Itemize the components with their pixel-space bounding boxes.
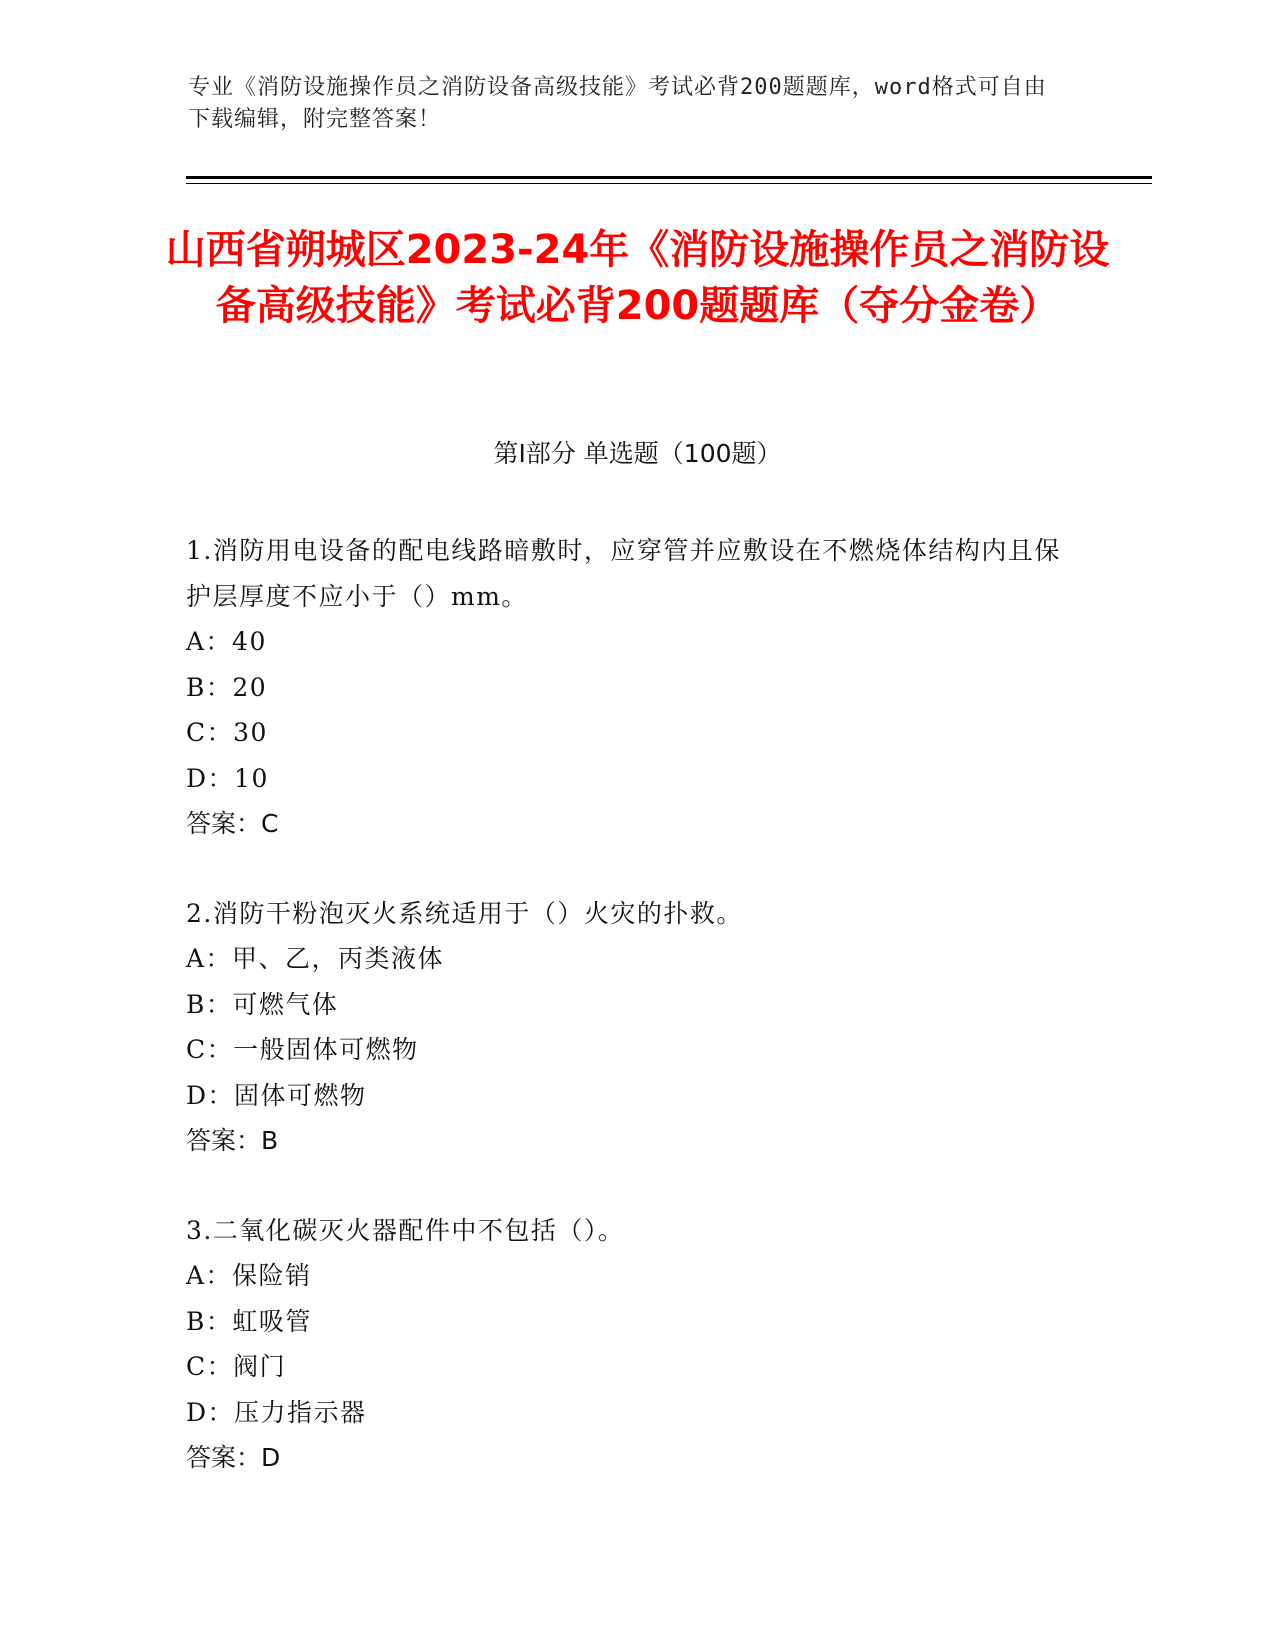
- question-stem: 1.消防用电设备的配电线路暗敷时，应穿管并应敷设在不燃烧体结构内且保护层厚度不应小于（）mm。: [186, 536, 1061, 611]
- answer: 答案：D: [186, 1443, 281, 1472]
- header-note: 专业《消防设施操作员之消防设备高级技能》考试必背200题题库，word格式可自由下载编辑，附完整答案！: [188, 75, 1047, 132]
- option-c: C：一般固体可燃物: [186, 1035, 419, 1064]
- question-3: [186, 1208, 1066, 1481]
- question-stem: 3.二氧化碳灭火器配件中不包括（）。: [186, 1215, 625, 1245]
- answer: 答案：C: [186, 809, 279, 838]
- option-d: D：固体可燃物: [186, 1080, 367, 1110]
- header-divider-thin: [186, 183, 1152, 184]
- option-c: C：30: [186, 718, 268, 747]
- option-b: B：可燃气体: [186, 989, 339, 1019]
- option-a: A：保险销: [186, 1261, 312, 1290]
- option-c: C：阀门: [186, 1352, 287, 1381]
- question-list: [186, 528, 1066, 1525]
- header-divider-thick: [186, 176, 1152, 179]
- option-a: A：40: [186, 627, 267, 656]
- question-2: [186, 891, 1066, 1164]
- answer: 答案：B: [186, 1126, 279, 1155]
- question-stem: 2.消防干粉泡灭火系统适用于（）火灾的扑救。: [186, 898, 743, 928]
- question-1: [186, 528, 1066, 847]
- option-b: B：虹吸管: [186, 1306, 312, 1336]
- option-d: D：压力指示器: [186, 1397, 367, 1427]
- option-b: B：20: [186, 672, 268, 702]
- section-title: 第I部分 单选题（100题）: [493, 439, 782, 468]
- option-d: D：10: [186, 763, 269, 793]
- option-a: A：甲、乙，丙类液体: [186, 944, 445, 973]
- document-title: 山西省朔城区2023-24年《消防设施操作员之消防设备高级技能》考试必背200题题库（夺分金卷）: [165, 227, 1110, 329]
